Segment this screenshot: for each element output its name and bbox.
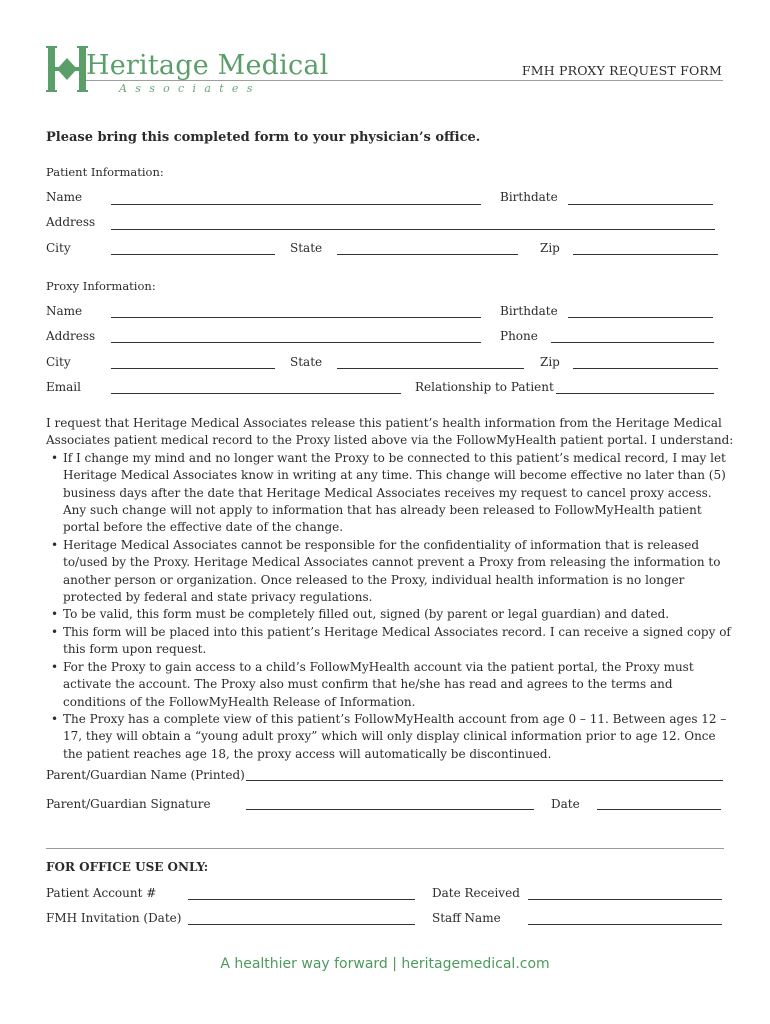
patient-city-label: City	[46, 241, 71, 255]
form-title: FMH PROXY REQUEST FORM	[521, 63, 722, 78]
patient-name-field[interactable]	[111, 204, 481, 205]
staff-name-label: Staff Name	[432, 911, 501, 925]
proxy-birthdate-field[interactable]	[568, 317, 713, 318]
intro-instruction: Please bring this completed form to your physician’s office.	[46, 130, 481, 145]
term-item: • Heritage Medical Associates cannot be responsible for the confidentiality of information that is released to/used by the Proxy. Heritage Medical Associates cannot prevent a Proxy from releasing the information to another person or organization. Once released to the Proxy, individual health information is no longer protected by federal and state privacy regulations.	[46, 537, 736, 607]
date-received-label: Date Received	[432, 886, 520, 900]
guardian-name-field[interactable]	[246, 780, 723, 781]
proxy-section-heading: Proxy Information:	[46, 279, 156, 293]
patient-zip-field[interactable]	[573, 254, 718, 255]
patient-section-heading: Patient Information:	[46, 165, 164, 179]
proxy-zip-field[interactable]	[573, 368, 718, 369]
patient-account-field[interactable]	[188, 899, 415, 900]
proxy-zip-label: Zip	[540, 355, 560, 369]
office-divider	[46, 848, 724, 849]
authorization-paragraph: I request that Heritage Medical Associates release this patient’s health information from the Heritage Medical Associates patient medical record to the Proxy listed above via the FollowMyHealth patient portal. I understand:	[46, 416, 734, 448]
patient-state-field[interactable]	[337, 254, 518, 255]
header-rule	[86, 80, 723, 81]
proxy-city-label: City	[46, 355, 71, 369]
proxy-email-label: Email	[46, 380, 81, 394]
proxy-state-field[interactable]	[337, 368, 524, 369]
proxy-address-field[interactable]	[111, 342, 481, 343]
guardian-signature-field[interactable]	[246, 809, 534, 810]
guardian-signature-label: Parent/Guardian Signature	[46, 797, 211, 811]
guardian-date-field[interactable]	[597, 809, 721, 810]
term-item: • This form will be placed into this patient’s Heritage Medical Associates record. I can receive a signed copy of this form upon request.	[46, 624, 736, 659]
proxy-phone-label: Phone	[500, 329, 538, 343]
office-section-heading: FOR OFFICE USE ONLY:	[46, 860, 209, 874]
patient-zip-label: Zip	[540, 241, 560, 255]
patient-account-label: Patient Account #	[46, 886, 157, 900]
guardian-name-label: Parent/Guardian Name (Printed)	[46, 768, 245, 782]
patient-birthdate-field[interactable]	[568, 204, 713, 205]
patient-name-label: Name	[46, 190, 83, 204]
patient-address-field[interactable]	[111, 229, 715, 230]
term-item: • The Proxy has a complete view of this patient’s FollowMyHealth account from age 0 – 11. Between ages 12 – 17, they will obtain a “young adult proxy” which will only display clinical information prior to age 12. Once the patient reaches age 18, the proxy access will automatically be discontinued.	[46, 711, 736, 763]
patient-birthdate-label: Birthdate	[500, 190, 558, 204]
authorization-text	[46, 415, 736, 763]
fmh-invitation-field[interactable]	[188, 924, 415, 925]
proxy-relationship-label: Relationship to Patient	[415, 380, 554, 394]
fmh-invitation-label: FMH Invitation (Date)	[46, 911, 182, 925]
date-received-field[interactable]	[528, 899, 722, 900]
guardian-date-label: Date	[551, 797, 580, 811]
proxy-birthdate-label: Birthdate	[500, 304, 558, 318]
proxy-state-label: State	[290, 355, 323, 369]
footer-tagline: A healthier way forward | heritagemedical.com	[220, 956, 550, 972]
proxy-name-label: Name	[46, 304, 83, 318]
proxy-address-label: Address	[46, 329, 96, 343]
term-item: • For the Proxy to gain access to a child’s FollowMyHealth account via the patient portal, the Proxy must activate the account. The Proxy also must confirm that he/she has read and agrees to the terms and conditions of the FollowMyHealth Release of Information.	[46, 659, 736, 711]
term-item: • To be valid, this form must be completely filled out, signed (by parent or legal guardian) and dated.	[46, 606, 736, 623]
logo-subtitle: Associates	[119, 82, 261, 95]
logo-name: Heritage Medical	[86, 50, 329, 81]
patient-address-label: Address	[46, 215, 96, 229]
term-item: • If I change my mind and no longer want the Proxy to be connected to this patient’s medical record, I may let Heritage Medical Associates know in writing at any time. This change will become effective no later than (5) business days after the date that Heritage Medical Associates receives my request to cancel proxy access. Any such change will not apply to information that has already been released to FollowMyHealth patient portal before the effective date of the change.	[46, 450, 736, 537]
terms-list	[46, 450, 736, 763]
logo-mark	[46, 44, 88, 94]
proxy-email-field[interactable]	[111, 393, 401, 394]
proxy-name-field[interactable]	[111, 317, 481, 318]
proxy-relationship-field[interactable]	[556, 393, 714, 394]
patient-city-field[interactable]	[111, 254, 275, 255]
proxy-phone-field[interactable]	[551, 342, 714, 343]
staff-name-field[interactable]	[528, 924, 722, 925]
patient-state-label: State	[290, 241, 323, 255]
proxy-city-field[interactable]	[111, 368, 275, 369]
